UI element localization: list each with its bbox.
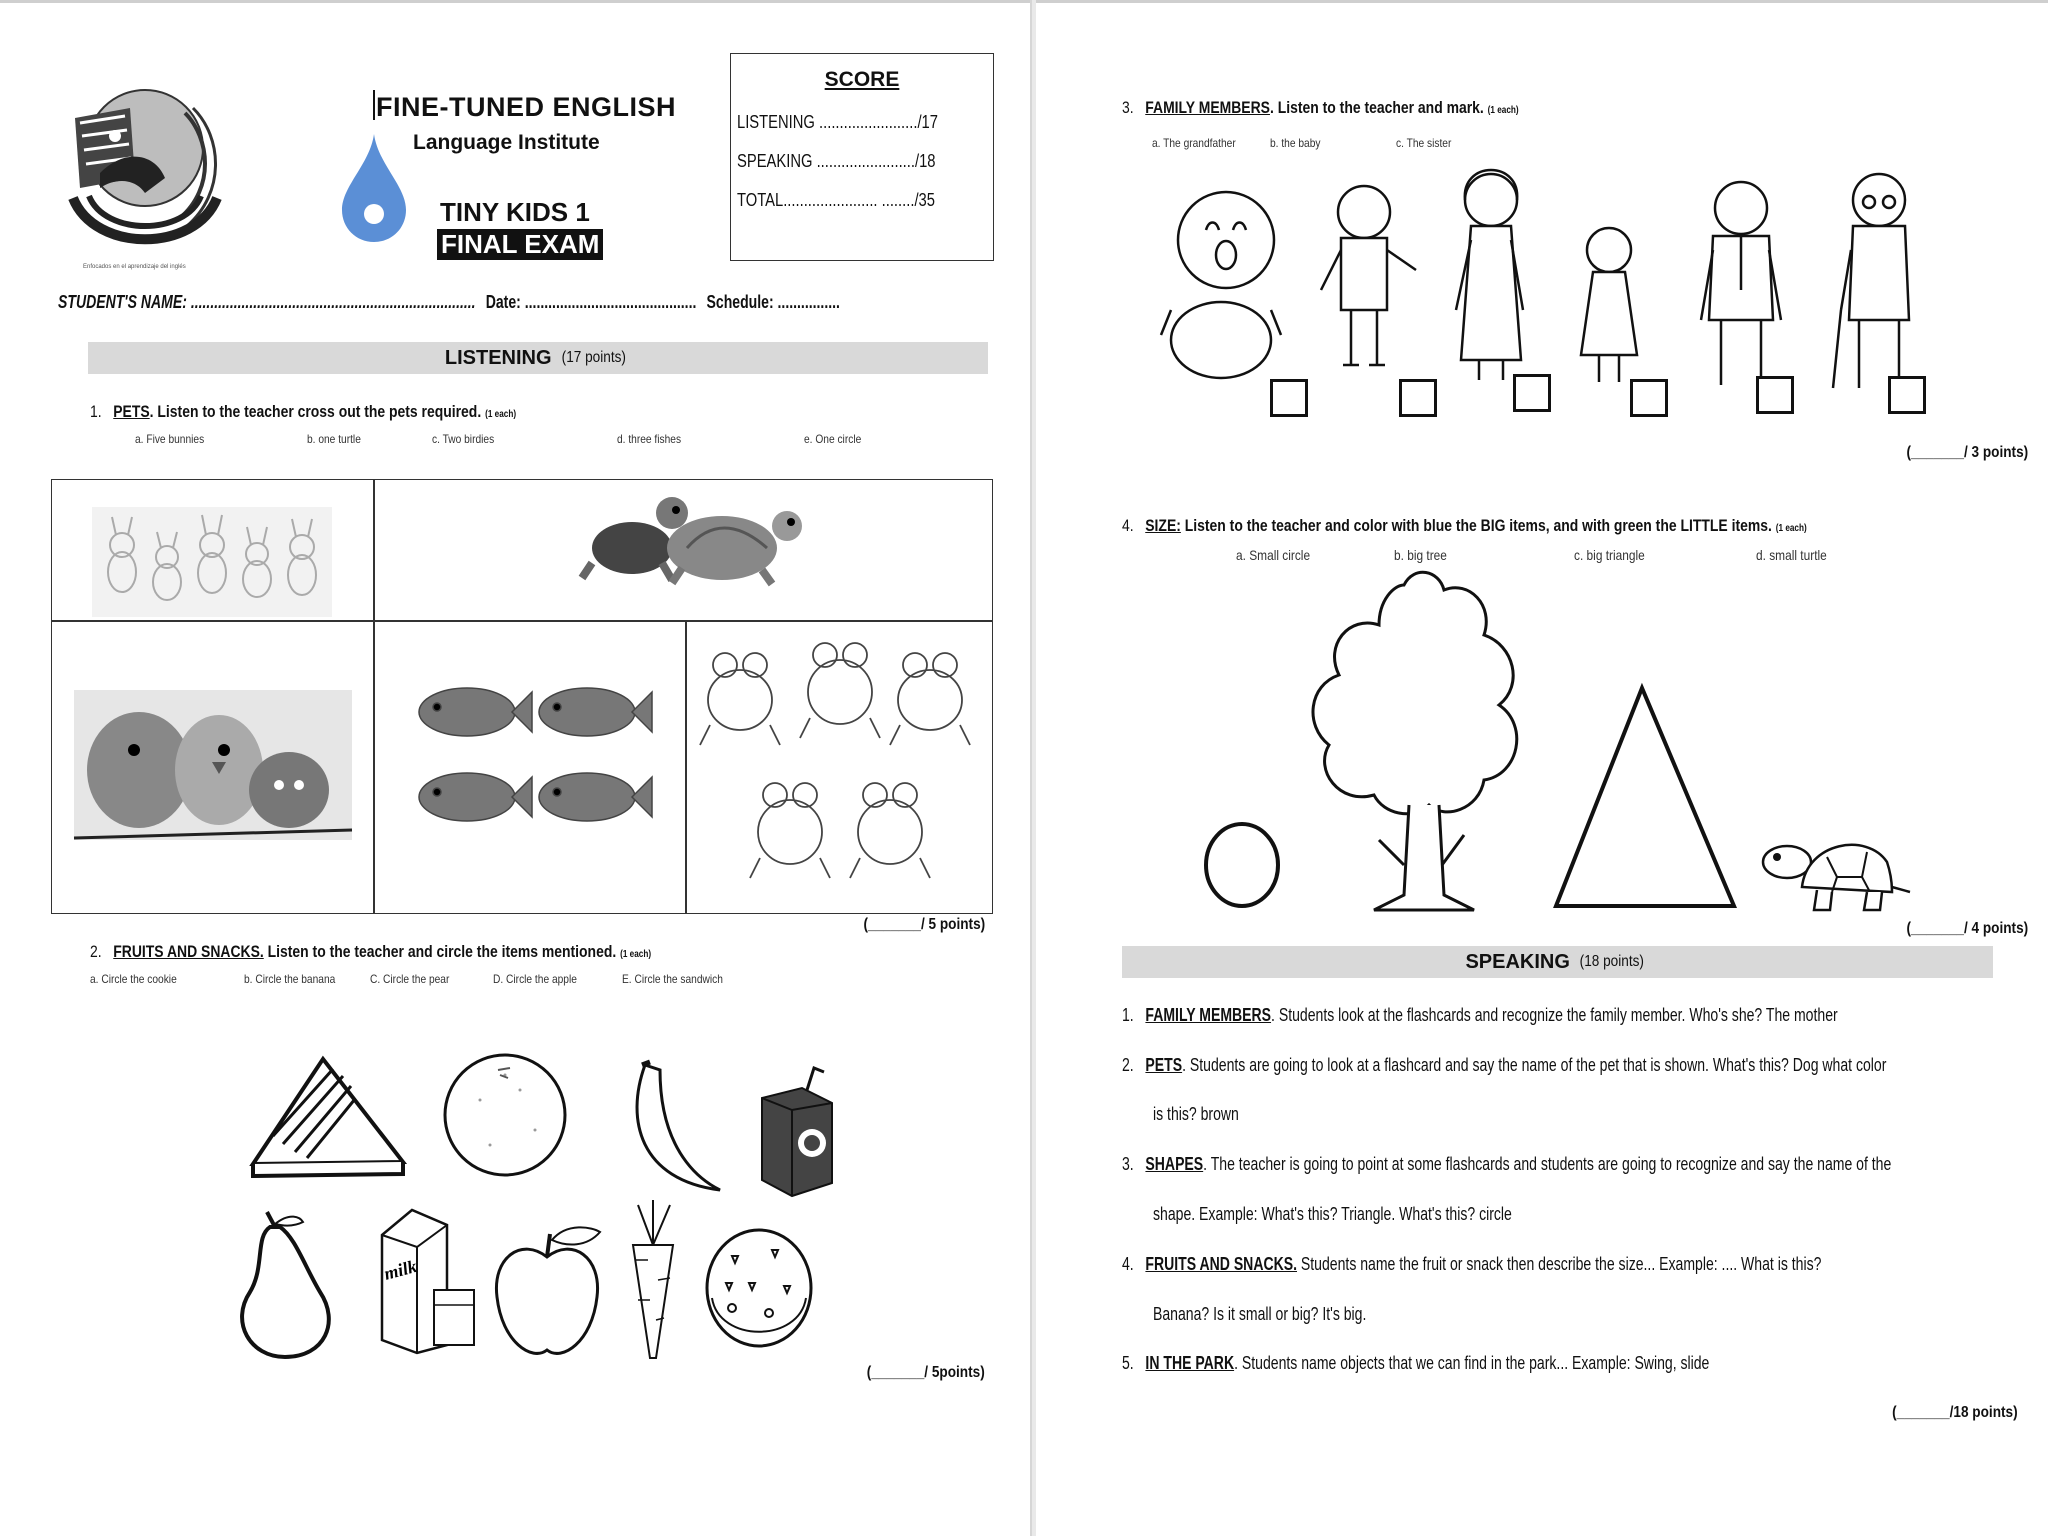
score-label: TOTAL....................... ........ bbox=[737, 190, 915, 210]
q4-number: 4. bbox=[1122, 516, 1134, 535]
pets-picture-grid bbox=[51, 479, 993, 914]
grid-divider bbox=[373, 480, 375, 913]
mark-box-mother[interactable] bbox=[1513, 374, 1551, 412]
q2-heading: FRUITS AND SNACKS. bbox=[113, 942, 264, 961]
item-title: FAMILY MEMBERS bbox=[1145, 1005, 1272, 1025]
score-max: /18 bbox=[914, 151, 936, 171]
item-number: 5. bbox=[1122, 1353, 1134, 1373]
item-text: . Students are going to look at a flashcard and say the name of the pet that is shown. What's this? Dog what color bbox=[1182, 1055, 1887, 1075]
q4-heading: SIZE: bbox=[1145, 516, 1181, 535]
item-text: . Students name objects that we can find in the park... Example: Swing, slide bbox=[1234, 1353, 1710, 1373]
q4-points: (_______/ 4 points) bbox=[1906, 920, 2028, 937]
q1-points: (_______/ 5 points) bbox=[863, 916, 985, 933]
score-label: SPEAKING ........................ bbox=[737, 151, 915, 171]
listening-section-header bbox=[88, 342, 988, 374]
item-text: is this? brown bbox=[1153, 1104, 1239, 1124]
q4-option-a: a. Small circle bbox=[1236, 547, 1311, 563]
speaking-title: SPEAKING bbox=[1465, 950, 1570, 973]
mark-box-sister[interactable] bbox=[1630, 379, 1668, 417]
family-figures bbox=[1161, 160, 1941, 400]
q2-each: (1 each) bbox=[620, 949, 652, 960]
speaking-item-2-cont bbox=[1153, 1104, 1239, 1125]
speaking-item-5 bbox=[1122, 1353, 1709, 1374]
cookie-icon[interactable] bbox=[704, 1228, 814, 1353]
apple-icon[interactable] bbox=[492, 1222, 607, 1362]
item-title: PETS bbox=[1145, 1055, 1183, 1075]
score-box bbox=[730, 53, 994, 261]
score-row-listening bbox=[737, 112, 938, 133]
q1-instruction: . Listen to the teacher cross out the pets required. bbox=[149, 402, 482, 421]
item-number: 3. bbox=[1122, 1154, 1134, 1174]
q1-option-e: e. One circle bbox=[804, 432, 862, 446]
milk-carton-icon[interactable] bbox=[372, 1205, 482, 1355]
title-cursor-line bbox=[373, 90, 375, 120]
q1-heading: PETS bbox=[113, 402, 150, 421]
item-text: shape. Example: What's this? Triangle. What's this? circle bbox=[1153, 1204, 1512, 1224]
speaking-item-4-cont bbox=[1153, 1304, 1366, 1325]
water-drop-icon bbox=[342, 134, 406, 242]
q2-title bbox=[90, 942, 651, 962]
level-title: TINY KIDS 1 bbox=[440, 197, 590, 227]
q1-title bbox=[90, 402, 516, 422]
score-row-total bbox=[737, 190, 935, 211]
frogs-picture[interactable] bbox=[700, 640, 980, 900]
brother-figure[interactable] bbox=[1321, 186, 1416, 365]
q4-title bbox=[1122, 516, 1807, 536]
q1-each: (1 each) bbox=[485, 409, 517, 420]
baby-figure[interactable] bbox=[1161, 192, 1281, 378]
speaking-item-3-cont bbox=[1153, 1204, 1512, 1225]
q2-option-a: a. Circle the cookie bbox=[90, 972, 177, 986]
q2-instruction: Listen to the teacher and circle the items mentioned. bbox=[263, 942, 617, 961]
speaking-total-points: (_______/18 points) bbox=[1892, 1404, 2018, 1421]
item-title: FRUITS AND SNACKS. bbox=[1145, 1254, 1298, 1274]
juice-box-icon[interactable] bbox=[752, 1068, 842, 1198]
mark-box-brother[interactable] bbox=[1399, 379, 1437, 417]
banana-icon[interactable] bbox=[620, 1060, 730, 1200]
item-text: . Students look at the flashcards and recognize the family member. Who's she? The mother bbox=[1271, 1005, 1838, 1025]
item-title: IN THE PARK bbox=[1145, 1353, 1235, 1373]
q4-each: (1 each) bbox=[1775, 523, 1807, 534]
mark-box-baby[interactable] bbox=[1270, 379, 1308, 417]
q1-option-b: b. one turtle bbox=[307, 432, 361, 446]
milk-label: milk bbox=[381, 1256, 419, 1284]
institute-subtitle: Language Institute bbox=[413, 131, 600, 154]
q4-instruction: Listen to the teacher and color with blue the BIG items, and with green the LITTLE items. bbox=[1180, 516, 1772, 535]
logo-motto: Enfocados en el aprendizaje del inglés bbox=[83, 264, 186, 270]
q2-number: 2. bbox=[90, 942, 102, 961]
speaking-item-3 bbox=[1122, 1154, 1891, 1175]
item-number: 1. bbox=[1122, 1005, 1134, 1025]
listening-points: (17 points) bbox=[561, 349, 626, 366]
institute-name: FINE-TUNED ENGLISH bbox=[376, 92, 677, 122]
q2-option-d: D. Circle the apple bbox=[493, 972, 577, 986]
q3-option-c: c. The sister bbox=[1396, 136, 1452, 150]
grid-divider bbox=[52, 620, 992, 622]
speaking-item-1 bbox=[1122, 1005, 1838, 1026]
institute-logo bbox=[55, 78, 235, 278]
carrot-icon[interactable] bbox=[618, 1200, 688, 1360]
speaking-item-2 bbox=[1122, 1055, 1886, 1076]
q3-heading: FAMILY MEMBERS bbox=[1145, 98, 1270, 117]
q3-number: 3. bbox=[1122, 98, 1134, 117]
score-title: SCORE bbox=[824, 68, 900, 91]
item-number: 4. bbox=[1122, 1254, 1134, 1274]
listening-title: LISTENING bbox=[444, 346, 552, 369]
item-number: 2. bbox=[1122, 1055, 1134, 1075]
q3-option-a: a. The grandfather bbox=[1152, 136, 1236, 150]
score-max: /35 bbox=[914, 190, 935, 210]
q3-points: (_______/ 3 points) bbox=[1906, 444, 2028, 461]
q1-option-c: c. Two birdies bbox=[432, 432, 495, 446]
grid-divider bbox=[685, 620, 687, 913]
q1-option-a: a. Five bunnies bbox=[135, 432, 205, 446]
score-row-speaking bbox=[737, 151, 936, 172]
orange-icon[interactable] bbox=[440, 1050, 570, 1180]
father-figure[interactable] bbox=[1701, 182, 1781, 385]
turtles-picture[interactable] bbox=[572, 488, 812, 598]
schedule-field[interactable]: Schedule: ................ bbox=[706, 292, 840, 312]
item-title: SHAPES bbox=[1145, 1154, 1204, 1174]
exam-title: FINAL EXAM bbox=[437, 229, 603, 260]
mark-box-grandfather[interactable] bbox=[1888, 376, 1926, 414]
small-turtle-shape[interactable] bbox=[1742, 822, 1922, 917]
small-circle-shape[interactable] bbox=[1202, 820, 1282, 910]
big-triangle-shape[interactable] bbox=[1552, 684, 1742, 912]
grandfather-figure[interactable] bbox=[1833, 174, 1909, 388]
mother-figure[interactable] bbox=[1456, 170, 1523, 380]
q1-option-d: d. three fishes bbox=[617, 432, 682, 446]
date-field[interactable]: Date: ............................................ bbox=[485, 292, 697, 312]
q3-title bbox=[1122, 98, 1519, 118]
q4-option-c: c. big triangle bbox=[1574, 547, 1645, 563]
student-info-line bbox=[58, 292, 840, 313]
student-name-field[interactable]: STUDENT'S NAME: ......................................................................... bbox=[58, 292, 476, 312]
logo-emblem-icon bbox=[55, 78, 235, 278]
big-tree-shape[interactable] bbox=[1304, 565, 1544, 915]
bunnies-picture[interactable] bbox=[92, 507, 332, 617]
speaking-points: (18 points) bbox=[1579, 953, 1644, 970]
q1-number: 1. bbox=[90, 402, 102, 421]
q2-option-e: E. Circle the sandwich bbox=[622, 972, 723, 986]
item-text: Students name the fruit or snack then describe the size... Example: .... What is this? bbox=[1297, 1254, 1822, 1274]
q2-points: (_______/ 5points) bbox=[867, 1364, 985, 1381]
q2-option-b: b. Circle the banana bbox=[244, 972, 336, 986]
q4-option-b: b. big tree bbox=[1394, 547, 1447, 563]
fishes-picture[interactable] bbox=[417, 672, 657, 842]
q3-instruction: . Listen to the teacher and mark. bbox=[1269, 98, 1484, 117]
sandwich-icon[interactable] bbox=[243, 1044, 413, 1184]
q3-each: (1 each) bbox=[1487, 105, 1519, 116]
score-label: LISTENING ........................ bbox=[737, 112, 918, 132]
speaking-item-4 bbox=[1122, 1254, 1821, 1275]
q2-option-c: C. Circle the pear bbox=[370, 972, 450, 986]
birdies-picture[interactable] bbox=[74, 690, 352, 840]
q3-option-b: b. the baby bbox=[1270, 136, 1321, 150]
item-text: Banana? Is it small or big? It's big. bbox=[1153, 1304, 1367, 1324]
mark-box-father[interactable] bbox=[1756, 376, 1794, 414]
pear-icon[interactable] bbox=[225, 1212, 345, 1362]
score-max: /17 bbox=[917, 112, 938, 132]
sister-figure[interactable] bbox=[1581, 228, 1637, 382]
speaking-section-header bbox=[1122, 946, 1993, 978]
q4-option-d: d. small turtle bbox=[1756, 547, 1827, 563]
item-text: . The teacher is going to point at some flashcards and students are going to recognize and say the name of the bbox=[1203, 1154, 1892, 1174]
